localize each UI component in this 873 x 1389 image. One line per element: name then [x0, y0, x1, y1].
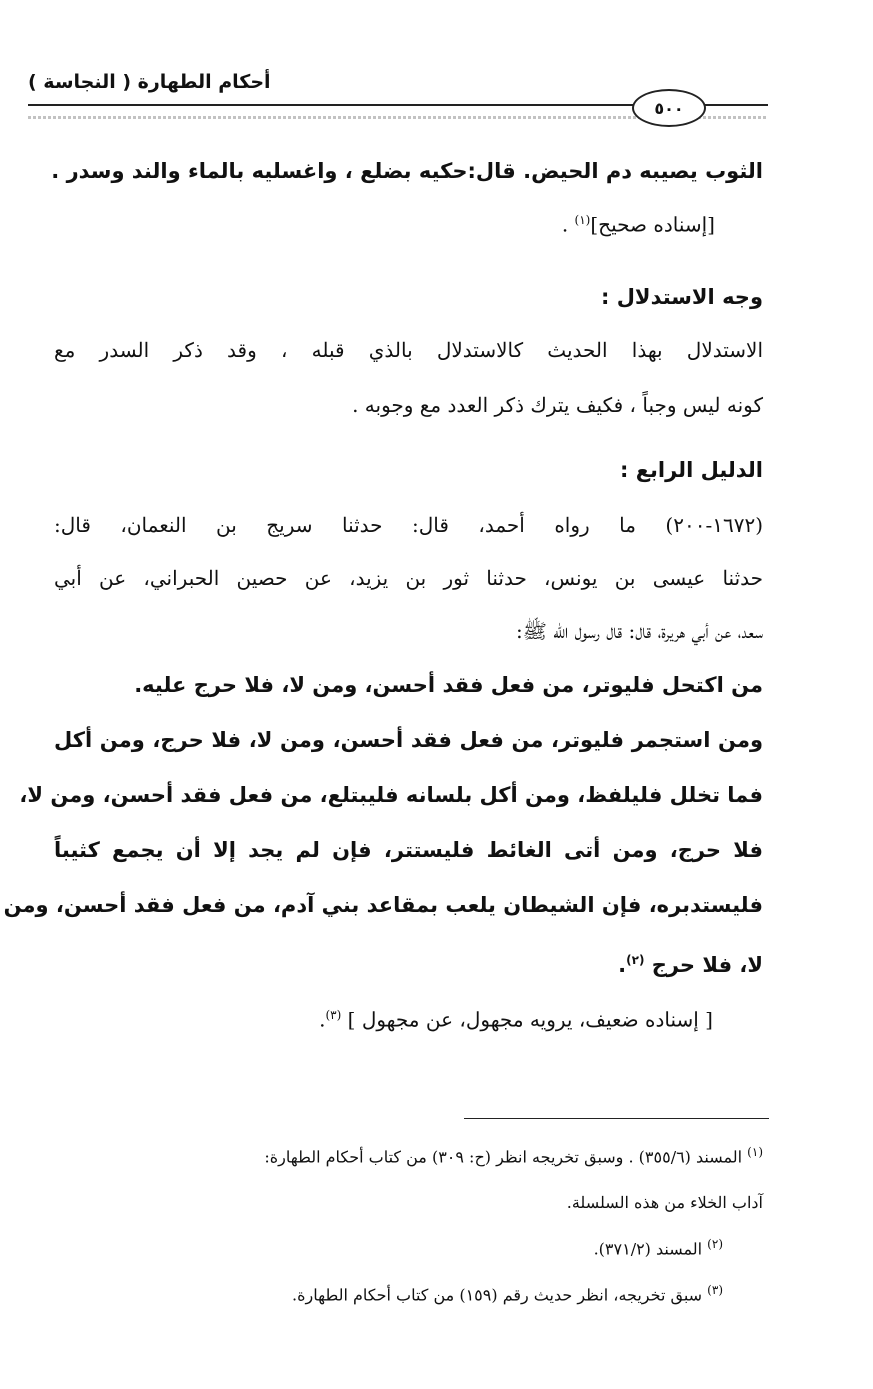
hadith-text-line: فلا حرج، ومن أتى الغائط فليستتر، فإن لم يجد إلا أن يجمع كثيباً — [54, 838, 763, 862]
footnote-1 — [264, 1145, 763, 1166]
footnote-number: (١) — [747, 1145, 763, 1159]
text-line: سعد، عن أبي هريرة، قال: قال رسول الله ﷺ: — [516, 619, 763, 643]
hadith-text-line — [618, 945, 763, 980]
hadith-text-line: من اكتحل فليوتر، من فعل فقد أحسن، ومن لا، فلا حرج عليه. — [134, 673, 763, 697]
text-line: كونه ليس وجباً ، فكيف يترك ذكر العدد مع وجوبه . — [352, 393, 763, 417]
footnote-number: (٣) — [707, 1283, 723, 1297]
footnote-text: المسند (٣٥٥/٦) . وسبق تخريجه انظر (ح: ٣٠٩) من كتاب أحكام الطهارة: — [264, 1147, 743, 1167]
footnote-ref: (٣) — [325, 1008, 342, 1022]
footnote-1-continued: آداب الخلاء من هذه السلسلة. — [566, 1193, 763, 1212]
section-heading: الدليل الرابع : — [619, 458, 763, 482]
text-line: حدثنا عيسى بن يونس، حدثنا ثور بن يزيد، عن حصين الحبراني، عن أبي — [54, 566, 763, 590]
hadith-text-line: ومن استجمر فليوتر، من فعل فقد أحسن، ومن لا، فلا حرج، ومن أكل — [54, 728, 763, 752]
footnote-separator — [464, 1118, 769, 1119]
text-line — [319, 1000, 713, 1035]
punctuation: . — [618, 953, 627, 977]
hadith-text-line: فليستدبره، فإن الشيطان يلعب بمقاعد بني آدم، من فعل فقد أحسن، ومن — [3, 893, 763, 917]
punctuation: . — [561, 212, 569, 237]
grading: [ إسناده ضعيف، يرويه مجهول، عن مجهول ] — [347, 1007, 713, 1032]
page-number: ٥٠٠ — [654, 98, 684, 118]
hadith-text-end: لا، فلا حرج — [651, 953, 763, 977]
punctuation: . — [319, 1007, 326, 1032]
footnote-ref: (٢) — [626, 953, 645, 967]
text-line: الثوب يصيبه دم الحيض. قال:حكيه بضلع ، واغسليه بالماء والند وسدر . — [51, 159, 763, 183]
footnote-3 — [292, 1283, 723, 1304]
grading: [إسناده صحيح] — [590, 212, 715, 237]
footnote-ref: (١) — [574, 213, 591, 227]
footnote-number: (٢) — [707, 1237, 723, 1251]
running-title: أحكام الطهارة ( النجاسة ) — [28, 71, 271, 93]
footnote-text: المسند (٣٧١/٢). — [593, 1239, 703, 1259]
hadith-text-line: فما تخلل فليلفظ، ومن أكل بلسانه فليبتلع، من فعل فقد أحسن، ومن لا، — [19, 783, 763, 807]
footnote-text: سبق تخريجه، انظر حديث رقم (١٥٩) من كتاب أحكام الطهارة. — [292, 1285, 703, 1305]
text-line: الاستدلال بهذا الحديث كالاستدلال بالذي قبله ، وقد ذكر السدر مع — [54, 338, 763, 362]
footnote-2 — [594, 1237, 723, 1258]
text-line — [562, 205, 715, 240]
text-line: (١٦٧٢-٢٠٠) ما رواه أحمد، قال: حدثنا سريج بن النعمان، قال: — [54, 513, 763, 537]
section-heading: وجه الاستدلال : — [601, 285, 763, 309]
page-number-badge — [632, 89, 706, 127]
